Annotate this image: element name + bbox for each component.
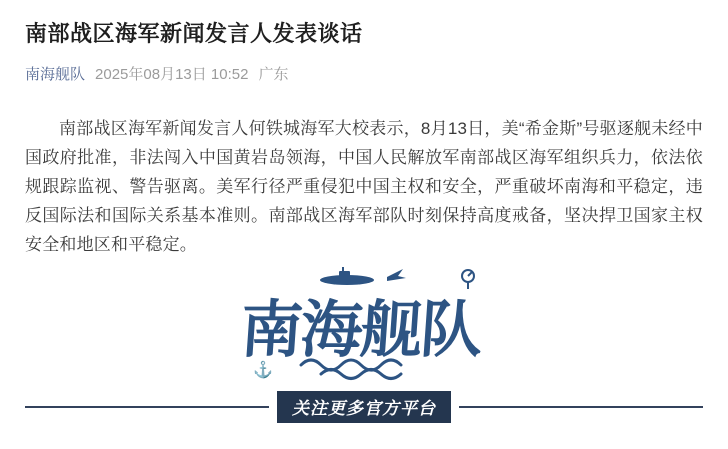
fleet-logo-image[interactable] (229, 267, 499, 383)
publish-date: 2025年08月13日 10:52 (95, 66, 249, 83)
plane-icon (387, 269, 406, 281)
footer-banner (25, 393, 703, 420)
article-meta (25, 64, 703, 85)
article-body: 南部战区海军新闻发言人何铁城海军大校表示，8月13日，美“希金斯”号驱逐舰未经中国政府批准，非法闯入中国黄岩岛领海，中国人民解放军南部战区海军组织兵力，依法依规跟踪监视、警告驱离。美军行径严重侵犯中国主权和安全，严重破坏南海和平稳定，违反国际法和国际关系基本准则。南部战区海军部队时刻保持高度戒备，坚决捍卫国家主权安全和地区和平稳定。 (25, 119, 703, 254)
divider-line-left (25, 406, 269, 408)
publish-location: 广东 (258, 66, 289, 83)
anchor-icon: ⚓ (253, 362, 273, 379)
radar-icon (462, 270, 474, 289)
account-link[interactable]: 南海舰队 (25, 66, 86, 83)
submarine-icon (320, 267, 374, 285)
fleet-logo-text: 南海舰队 (238, 296, 483, 365)
divider-line-right (459, 406, 703, 408)
page-title: 南部战区海军新闻发言人发表谈话 (25, 21, 363, 46)
fleet-logo (229, 267, 499, 383)
banner-label: 关注更多官方平台 (277, 391, 451, 423)
